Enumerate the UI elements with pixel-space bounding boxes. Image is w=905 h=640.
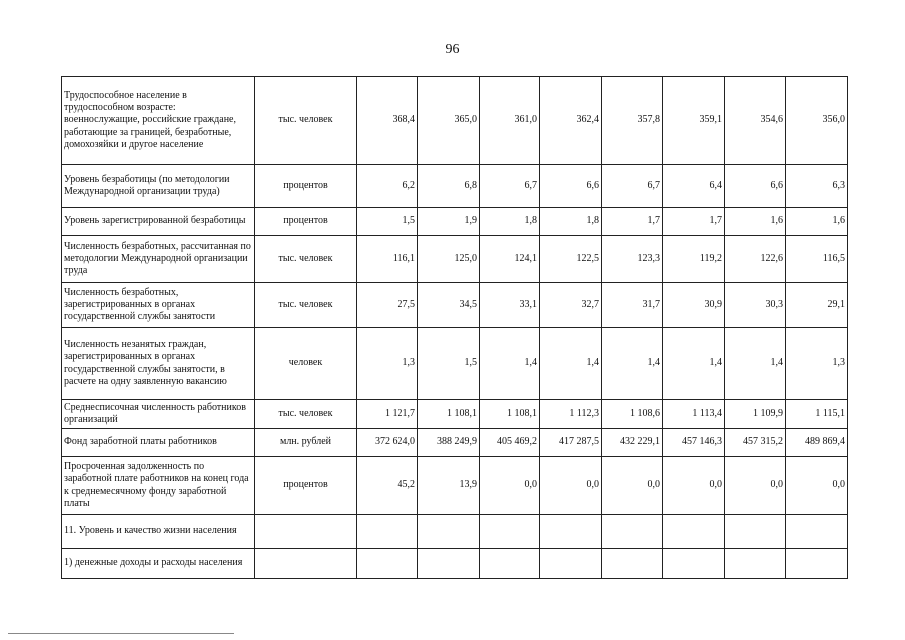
indicator-cell: Фонд заработной платы работников (62, 429, 255, 457)
value-cell: 1,3 (786, 328, 848, 400)
value-cell: 30,9 (663, 283, 725, 328)
value-cell (602, 515, 663, 549)
value-cell: 1 108,1 (480, 400, 540, 429)
value-cell: 1,4 (602, 328, 663, 400)
value-cell: 1,8 (540, 208, 602, 236)
indicator-cell: Численность безработных, зарегистрированных в органах государственной службы занятости (62, 283, 255, 328)
value-cell: 32,7 (540, 283, 602, 328)
value-cell: 388 249,9 (418, 429, 480, 457)
value-cell: 457 146,3 (663, 429, 725, 457)
value-cell: 1,7 (602, 208, 663, 236)
table-row (62, 549, 848, 579)
value-cell: 45,2 (357, 457, 418, 515)
table-row (62, 429, 848, 457)
value-cell (663, 549, 725, 579)
unit-cell: тыс. человек (255, 77, 357, 165)
table-row (62, 165, 848, 208)
value-cell: 6,4 (663, 165, 725, 208)
table-body (62, 77, 848, 579)
unit-cell: тыс. человек (255, 236, 357, 283)
unit-cell: процентов (255, 165, 357, 208)
unit-cell: процентов (255, 457, 357, 515)
value-cell (663, 515, 725, 549)
unit-cell: процентов (255, 208, 357, 236)
value-cell: 368,4 (357, 77, 418, 165)
table-row (62, 457, 848, 515)
table-row (62, 328, 848, 400)
value-cell: 0,0 (480, 457, 540, 515)
value-cell: 356,0 (786, 77, 848, 165)
value-cell: 1,8 (480, 208, 540, 236)
value-cell: 1,5 (357, 208, 418, 236)
value-cell: 357,8 (602, 77, 663, 165)
indicator-cell: Численность безработных, рассчитанная по методологии Международной организации труда (62, 236, 255, 283)
value-cell: 1,4 (480, 328, 540, 400)
unit-cell (255, 549, 357, 579)
page-number: 96 (445, 42, 460, 57)
value-cell: 0,0 (540, 457, 602, 515)
value-cell (786, 515, 848, 549)
indicator-cell: Уровень зарегистрированной безработицы (62, 208, 255, 236)
value-cell: 1,7 (663, 208, 725, 236)
value-cell: 359,1 (663, 77, 725, 165)
value-cell (540, 549, 602, 579)
value-cell: 432 229,1 (602, 429, 663, 457)
value-cell: 123,3 (602, 236, 663, 283)
value-cell: 1,4 (540, 328, 602, 400)
statistics-table (61, 76, 848, 579)
value-cell: 31,7 (602, 283, 663, 328)
indicator-cell: Просроченная задолженность по заработной плате работников на конец года к среднемесячному фонду заработной платы (62, 457, 255, 515)
value-cell: 116,1 (357, 236, 418, 283)
footer-rule (8, 633, 234, 634)
value-cell: 33,1 (480, 283, 540, 328)
value-cell: 1 115,1 (786, 400, 848, 429)
value-cell: 124,1 (480, 236, 540, 283)
indicator-cell: Численность незанятых граждан, зарегистрированных в органах государственной службы занятости, в расчете на одну заявленную вакансию (62, 328, 255, 400)
unit-cell: тыс. человек (255, 400, 357, 429)
value-cell: 1,6 (786, 208, 848, 236)
table-row (62, 77, 848, 165)
value-cell: 1 112,3 (540, 400, 602, 429)
value-cell (480, 549, 540, 579)
value-cell: 13,9 (418, 457, 480, 515)
table-row (62, 400, 848, 429)
value-cell: 1 108,6 (602, 400, 663, 429)
value-cell: 0,0 (602, 457, 663, 515)
unit-cell: тыс. человек (255, 283, 357, 328)
indicator-cell: Уровень безработицы (по методологии Международной организации труда) (62, 165, 255, 208)
value-cell: 6,2 (357, 165, 418, 208)
value-cell: 1,9 (418, 208, 480, 236)
value-cell (480, 515, 540, 549)
value-cell: 365,0 (418, 77, 480, 165)
value-cell (725, 515, 786, 549)
indicator-cell: Трудоспособное население в трудоспособном возрасте: военнослужащие, российские граждане, работающие за границей, безработные, домохозяйки и другое население (62, 77, 255, 165)
value-cell: 30,3 (725, 283, 786, 328)
value-cell: 362,4 (540, 77, 602, 165)
table-row (62, 515, 848, 549)
value-cell: 27,5 (357, 283, 418, 328)
value-cell: 122,5 (540, 236, 602, 283)
value-cell: 122,6 (725, 236, 786, 283)
table-row (62, 236, 848, 283)
value-cell: 0,0 (663, 457, 725, 515)
unit-cell: человек (255, 328, 357, 400)
value-cell: 405 469,2 (480, 429, 540, 457)
indicator-cell: Среднесписочная численность работников организаций (62, 400, 255, 429)
value-cell: 457 315,2 (725, 429, 786, 457)
value-cell (786, 549, 848, 579)
value-cell: 6,7 (480, 165, 540, 208)
value-cell: 1 108,1 (418, 400, 480, 429)
value-cell: 372 624,0 (357, 429, 418, 457)
value-cell: 489 869,4 (786, 429, 848, 457)
value-cell: 6,8 (418, 165, 480, 208)
value-cell: 116,5 (786, 236, 848, 283)
subsection-heading-cell: 1) денежные доходы и расходы населения (62, 549, 255, 579)
unit-cell (255, 515, 357, 549)
value-cell (357, 515, 418, 549)
value-cell: 1 121,7 (357, 400, 418, 429)
table-row (62, 283, 848, 328)
value-cell (418, 549, 480, 579)
value-cell: 361,0 (480, 77, 540, 165)
value-cell: 1,3 (357, 328, 418, 400)
value-cell: 1 113,4 (663, 400, 725, 429)
value-cell (602, 549, 663, 579)
value-cell: 1,4 (663, 328, 725, 400)
value-cell: 417 287,5 (540, 429, 602, 457)
value-cell: 119,2 (663, 236, 725, 283)
value-cell: 6,3 (786, 165, 848, 208)
value-cell: 1,5 (418, 328, 480, 400)
unit-cell: млн. рублей (255, 429, 357, 457)
value-cell: 0,0 (725, 457, 786, 515)
table-row (62, 208, 848, 236)
value-cell: 1 109,9 (725, 400, 786, 429)
value-cell (357, 549, 418, 579)
value-cell (540, 515, 602, 549)
value-cell: 1,4 (725, 328, 786, 400)
value-cell: 6,7 (602, 165, 663, 208)
value-cell: 125,0 (418, 236, 480, 283)
value-cell: 6,6 (540, 165, 602, 208)
value-cell: 0,0 (786, 457, 848, 515)
value-cell: 354,6 (725, 77, 786, 165)
value-cell (725, 549, 786, 579)
value-cell: 1,6 (725, 208, 786, 236)
value-cell: 6,6 (725, 165, 786, 208)
section-heading-cell: 11. Уровень и качество жизни населения (62, 515, 255, 549)
value-cell (418, 515, 480, 549)
value-cell: 34,5 (418, 283, 480, 328)
value-cell: 29,1 (786, 283, 848, 328)
